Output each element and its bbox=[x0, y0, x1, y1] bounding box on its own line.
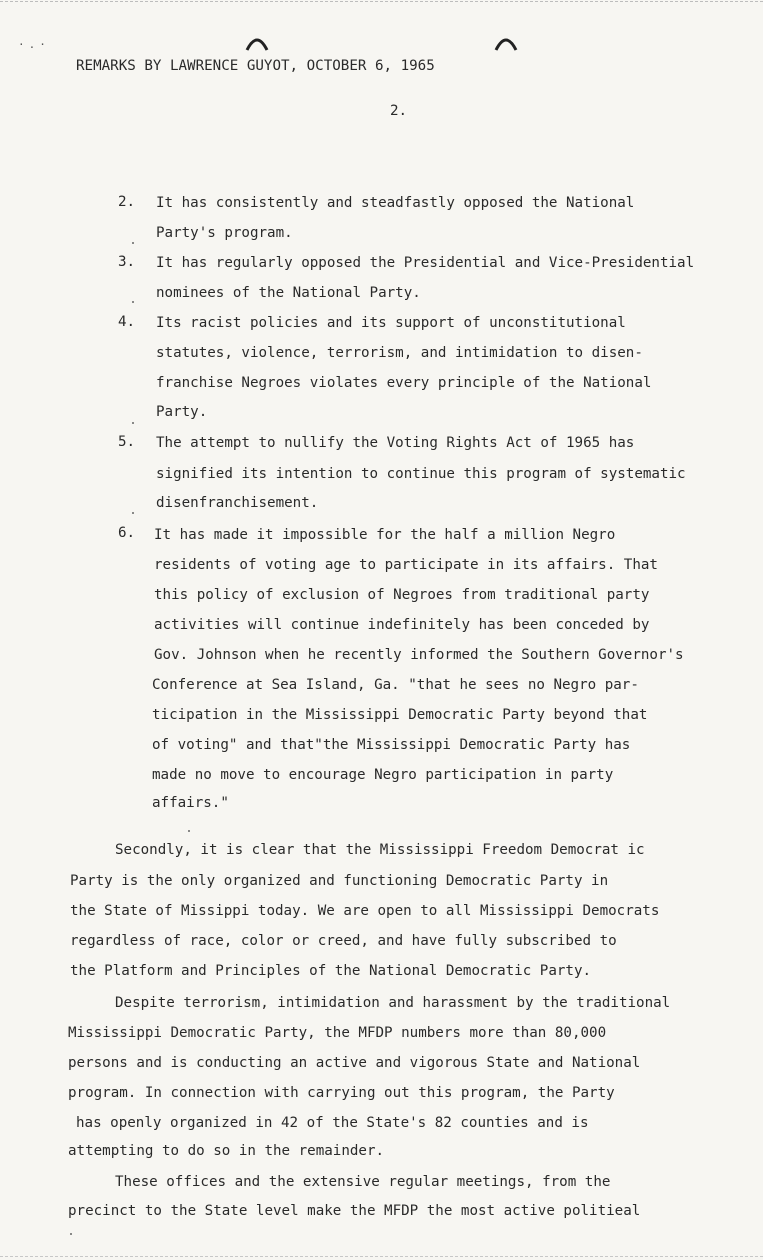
item-line: Party's program. bbox=[156, 225, 293, 241]
item-line: franchise Negroes violates every principle of the National bbox=[156, 375, 652, 391]
item-line: nominees of the National Party. bbox=[156, 285, 421, 301]
paragraph-line: the Platform and Principles of the National Democratic Party. bbox=[70, 963, 592, 979]
item-line: this policy of exclusion of Negroes from traditional party bbox=[154, 587, 650, 603]
paragraph-line: has openly organized in 42 of the State's 82 counties and is bbox=[76, 1115, 589, 1131]
paragraph-line: precinct to the State level make the MFDP the most active politieal bbox=[68, 1203, 641, 1219]
scan-mark bbox=[70, 1233, 72, 1235]
item-line: statutes, violence, terrorism, and intimidation to disen- bbox=[156, 345, 643, 361]
item-number: 2. bbox=[118, 194, 136, 210]
item-line: made no move to encourage Negro participation in party bbox=[152, 767, 614, 783]
paragraph-line: Secondly, it is clear that the Mississippi Freedom Democrat ic bbox=[115, 842, 645, 858]
item-line: residents of voting age to participate in its affairs. That bbox=[154, 557, 658, 573]
item-line: ticipation in the Mississippi Democratic Party beyond that bbox=[152, 707, 648, 723]
item-number: 5. bbox=[118, 434, 136, 450]
item-line: of voting" and that"the Mississippi Democratic Party has bbox=[152, 737, 631, 753]
paragraph-line: attempting to do so in the remainder. bbox=[68, 1143, 385, 1159]
item-number: 3. bbox=[118, 254, 136, 270]
scan-edge-bottom bbox=[0, 1256, 763, 1257]
item-line: Conference at Sea Island, Ga. "that he sees no Negro par- bbox=[152, 677, 639, 693]
item-line: Party. bbox=[156, 404, 208, 420]
paragraph-line: Despite terrorism, intimidation and harassment by the traditional bbox=[115, 995, 671, 1011]
page-number: 2. bbox=[390, 103, 408, 119]
scan-mark bbox=[132, 422, 134, 424]
document-header: REMARKS BY LAWRENCE GUYOT, OCTOBER 6, 1965 bbox=[76, 58, 435, 74]
binder-hole-left bbox=[245, 34, 269, 52]
item-line: Its racist policies and its support of unconstitutional bbox=[156, 315, 626, 331]
scan-mark bbox=[132, 512, 134, 514]
item-line: activities will continue indefinitely has been conceded by bbox=[154, 617, 650, 633]
scan-specks: ·.· bbox=[18, 38, 50, 51]
item-number: 6. bbox=[118, 525, 136, 541]
scan-mark bbox=[132, 301, 134, 303]
paragraph-line: Mississippi Democratic Party, the MFDP numbers more than 80,000 bbox=[68, 1025, 607, 1041]
item-line: disenfranchisement. bbox=[156, 495, 319, 511]
item-line: It has consistently and steadfastly opposed the National bbox=[156, 195, 635, 211]
item-number: 4. bbox=[118, 314, 136, 330]
item-line: The attempt to nullify the Voting Rights Act of 1965 has bbox=[156, 435, 635, 451]
paragraph-line: regardless of race, color or creed, and have fully subscribed to bbox=[70, 933, 617, 949]
scan-mark bbox=[132, 242, 134, 244]
item-line: affairs." bbox=[152, 795, 229, 811]
item-line: It has made it impossible for the half a million Negro bbox=[154, 527, 616, 543]
scan-edge-top bbox=[0, 1, 763, 2]
paragraph-line: Party is the only organized and functioning Democratic Party in bbox=[70, 873, 609, 889]
binder-hole-right bbox=[494, 34, 518, 52]
item-line: Gov. Johnson when he recently informed the Southern Governor's bbox=[154, 647, 684, 663]
paragraph-line: These offices and the extensive regular meetings, from the bbox=[115, 1174, 611, 1190]
paragraph-line: the State of Missippi today. We are open to all Mississippi Democrats bbox=[70, 903, 660, 919]
paragraph-line: program. In connection with carrying out this program, the Party bbox=[68, 1085, 615, 1101]
item-line: signified its intention to continue this program of systematic bbox=[156, 466, 686, 482]
paragraph-line: persons and is conducting an active and vigorous State and National bbox=[68, 1055, 641, 1071]
scan-mark bbox=[188, 830, 190, 832]
item-line: It has regularly opposed the Presidential and Vice-Presidential bbox=[156, 255, 695, 271]
